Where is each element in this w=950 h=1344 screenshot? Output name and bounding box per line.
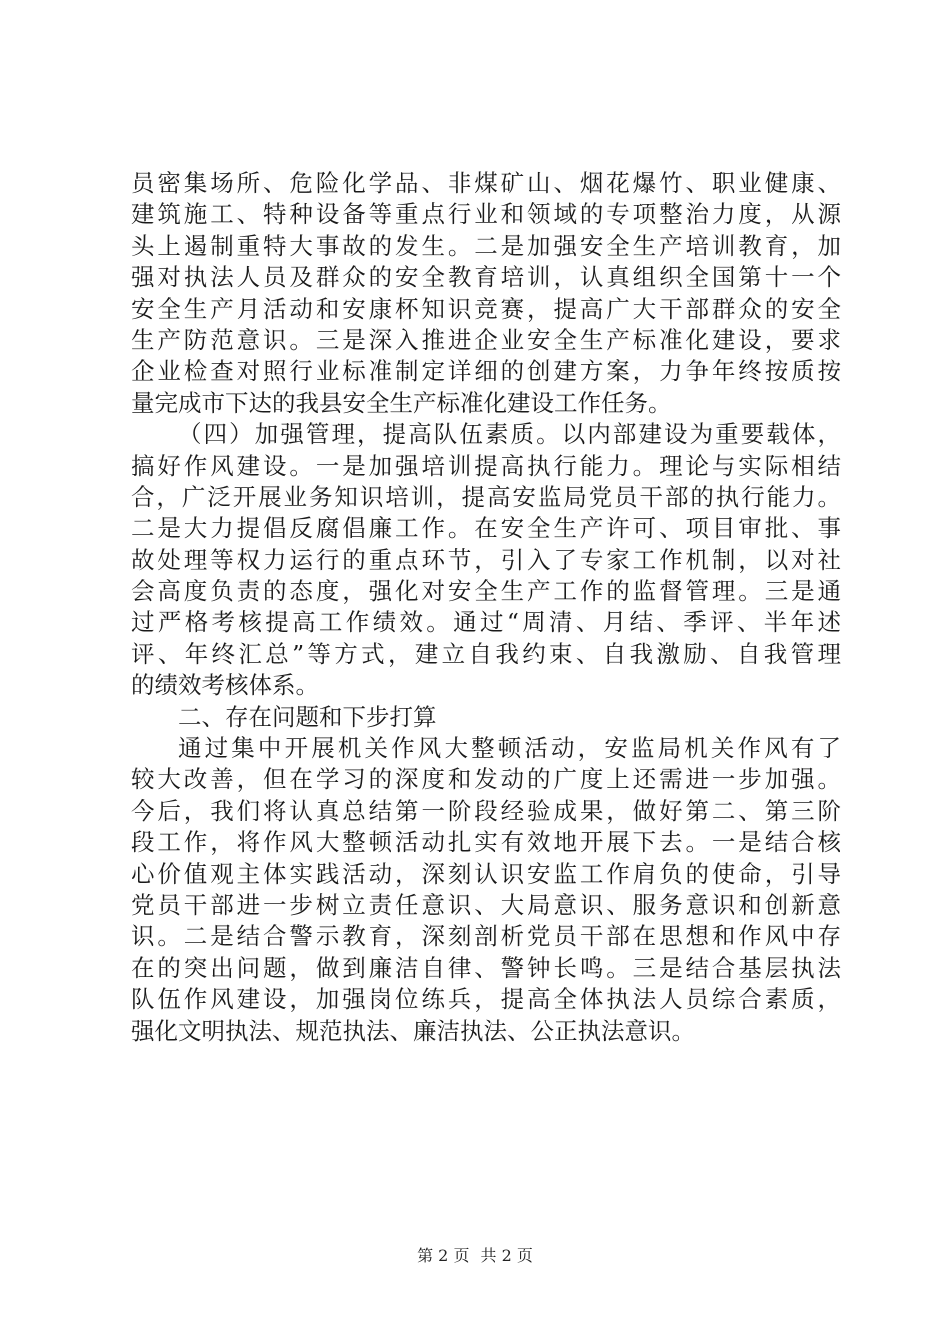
text-line: 过严格考核提高工作绩效。通过“周清、月结、季评、半年述 — [131, 608, 841, 637]
text-line: 队伍作风建设，加强岗位练兵，提高全体执法人员综合素质， — [131, 985, 841, 1014]
text-line: 搞好作风建设。一是加强培训提高执行能力。理论与实际相结 — [131, 451, 841, 480]
text-line: 建筑施工、特种设备等重点行业和领域的专项整治力度，从源 — [131, 200, 841, 229]
body-text — [131, 168, 841, 1047]
text-line: 党员干部进一步树立责任意识、大局意识、服务意识和创新意 — [131, 890, 841, 919]
text-line: （四）加强管理，提高队伍素质。以内部建设为重要载体， — [178, 420, 841, 449]
text-line: 安全生产月活动和安康杯知识竞赛，提高广大干部群众的安全 — [131, 294, 841, 323]
text-line: 段工作，将作风大整顿活动扎实有效地开展下去。一是结合核 — [131, 828, 841, 857]
page-footer — [0, 1246, 950, 1266]
page-number: 第 2 页 — [417, 1246, 470, 1265]
text-line: 企业检查对照行业标准制定详细的创建方案，力争年终按质按 — [131, 357, 841, 386]
text-line: 今后，我们将认真总结第一阶段经验成果，做好第二、第三阶 — [131, 796, 841, 825]
text-line: 评、年终汇总”等方式，建立自我约束、自我激励、自我管理 — [131, 639, 841, 668]
text-line: 通过集中开展机关作风大整顿活动，安监局机关作风有了 — [178, 734, 841, 763]
text-line: 故处理等权力运行的重点环节，引入了专家工作机制，以对社 — [131, 545, 841, 574]
text-line: 员密集场所、危险化学品、非煤矿山、烟花爆竹、职业健康、 — [131, 169, 841, 197]
paragraph — [131, 168, 841, 419]
text-line: 心价值观主体实践活动，深刻认识安监工作肩负的使命，引导 — [131, 859, 841, 888]
text-line: 头上遏制重特大事故的发生。二是加强安全生产培训教育，加 — [131, 231, 841, 260]
section-heading — [131, 702, 841, 733]
paragraph — [131, 419, 841, 702]
text-line: 二是大力提倡反腐倡廉工作。在安全生产许可、项目审批、事 — [131, 514, 841, 543]
text-line: 较大改善，但在学习的深度和发动的广度上还需进一步加强。 — [131, 765, 841, 794]
text-line: 强对执法人员及群众的安全教育培训，认真组织全国第十一个 — [131, 263, 841, 292]
paragraph — [131, 733, 841, 1047]
text-line: 会高度负责的态度，强化对安全生产工作的监督管理。三是通 — [131, 577, 841, 606]
text-line: 量完成市下达的我县安全生产标准化建设工作任务。 — [131, 388, 672, 417]
text-line: 的绩效考核体系。 — [131, 671, 319, 700]
text-line: 生产防范意识。三是深入推进企业安全生产标准化建设，要求 — [131, 325, 841, 354]
text-line: 强化文明执法、规范执法、廉洁执法、公正执法意识。 — [131, 1016, 695, 1045]
heading-line: 二、存在问题和下步打算 — [178, 702, 437, 731]
text-line: 识。二是结合警示教育，深刻剖析党员干部在思想和作风中存 — [131, 922, 841, 951]
page-total: 共 2 页 — [480, 1246, 533, 1265]
text-line: 合，广泛开展业务知识培训，提高安监局党员干部的执行能力。 — [131, 482, 841, 511]
text-line: 在的突出问题，做到廉洁自律、警钟长鸣。三是结合基层执法 — [131, 953, 841, 982]
